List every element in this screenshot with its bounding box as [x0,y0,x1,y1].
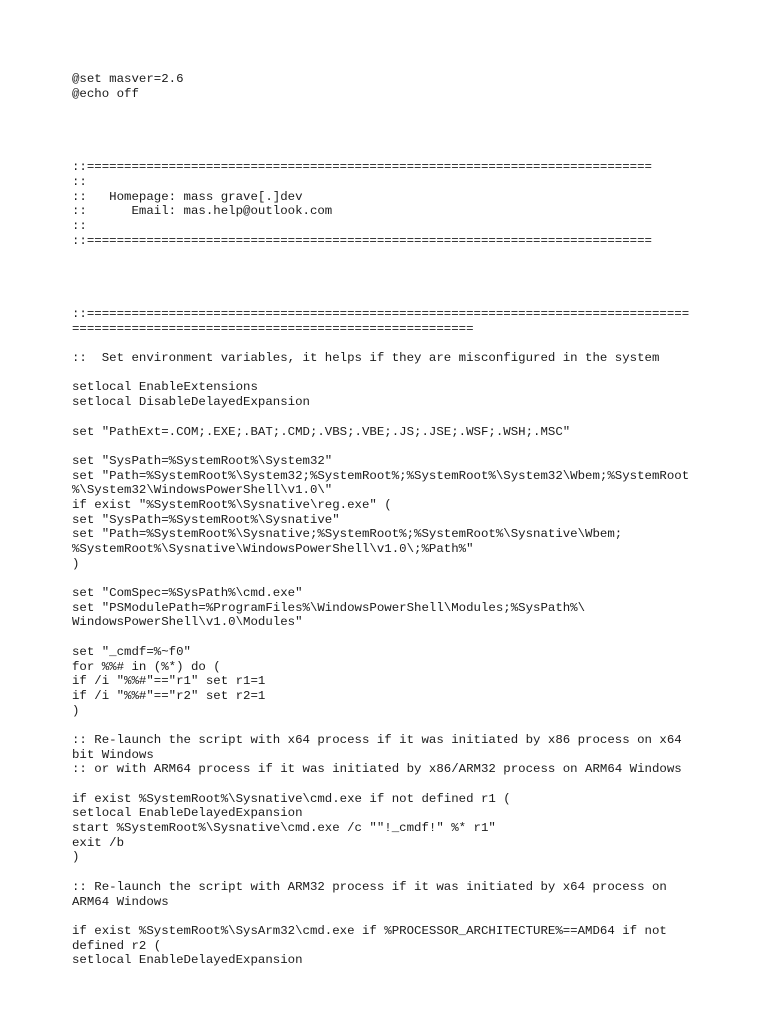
text-line: setlocal DisableDelayedExpansion [72,395,310,410]
document-page [72,72,712,968]
text-line: setlocal EnableExtensions [72,380,258,395]
text-line: set "_cmdf=%~f0" [72,644,191,659]
text-line: ::============================================================================ [72,160,652,175]
text-line: :: Email: mas.help@outlook.com [72,204,333,219]
text-line: @set masver=2.6 [72,72,184,86]
text-line: defined r2 ( [72,938,162,953]
blank-line [72,336,712,351]
blank-line [72,278,712,293]
text-line: set "Path=%SystemRoot%\System32;%SystemRoot%;%SystemRoot%\System32\Wbem;%SystemRoot [72,468,690,483]
text-line: :: [72,218,87,233]
text-line: ARM64 Windows [72,894,169,909]
text-line: ) [72,703,80,718]
blank-line [72,410,712,425]
blank-line [72,777,712,792]
blank-line [72,909,712,924]
text-line: setlocal EnableDelayedExpansion [72,953,303,968]
blank-line [72,145,712,160]
blank-line [72,718,712,733]
text-line: set "ComSpec=%SysPath%\cmd.exe" [72,586,303,601]
text-line: @echo off [72,86,139,101]
text-line: if /i "%%#"=="r2" set r2=1 [72,688,266,703]
text-line: :: Re-launch the script with ARM32 process if it was initiated by x64 process on [72,879,667,894]
text-line: :: or with ARM64 process if it was initiated by x86/ARM32 process on ARM64 Windows [72,762,682,777]
text-line: setlocal EnableDelayedExpansion [72,806,303,821]
blank-line [72,865,712,880]
blank-line [72,630,712,645]
text-line: start %SystemRoot%\Sysnative\cmd.exe /c ""!_cmdf!" %* r1" [72,821,496,836]
blank-line [72,116,712,131]
blank-line [72,366,712,381]
script-text-body [72,72,712,968]
text-line: ::================================================================================= [72,307,690,321]
blank-line [72,571,712,586]
text-line: ) [72,556,80,571]
text-line: for %%# in (%*) do ( [72,659,221,674]
text-line: if /i "%%#"=="r1" set r1=1 [72,674,266,689]
blank-line [72,248,712,263]
text-line: %\System32\WindowsPowerShell\v1.0\" [72,483,333,498]
blank-line [72,131,712,146]
text-line: WindowsPowerShell\v1.0\Modules" [72,615,303,630]
text-line: set "Path=%SystemRoot%\Sysnative;%SystemRoot%;%SystemRoot%\Sysnative\Wbem; [72,527,623,542]
text-line: :: [72,174,87,189]
text-line: :: Homepage: mass grave[.]dev [72,189,303,204]
text-line: %SystemRoot%\Sysnative\WindowsPowerShell\v1.0\;%Path%" [72,542,474,556]
text-line: set "PSModulePath=%ProgramFiles%\WindowsPowerShell\Modules;%SysPath%\ [72,600,586,615]
text-line: if exist %SystemRoot%\SysArm32\cmd.exe if %PROCESSOR_ARCHITECTURE%==AMD64 if not [72,923,667,938]
blank-line [72,101,712,116]
text-line: set "PathExt=.COM;.EXE;.BAT;.CMD;.VBS;.VBE;.JS;.JSE;.WSF;.WSH;.MSC" [72,424,571,439]
text-line: ====================================================== [72,321,474,336]
text-line: set "SysPath=%SystemRoot%\System32" [72,453,333,468]
text-line: set "SysPath=%SystemRoot%\Sysnative" [72,512,340,527]
text-line: exit /b [72,835,125,850]
blank-line [72,439,712,454]
text-line: bit Windows [72,747,154,762]
text-line: if exist %SystemRoot%\Sysnative\cmd.exe if not defined r1 ( [72,791,511,806]
text-line: :: Set environment variables, it helps if they are misconfigured in the system [72,351,660,366]
text-line: ::============================================================================ [72,233,652,248]
text-line: ) [72,850,80,865]
text-line: :: Re-launch the script with x64 process if it was initiated by x86 process on x64 [72,732,682,747]
blank-line [72,263,712,278]
text-line: if exist "%SystemRoot%\Sysnative\reg.exe" ( [72,497,392,512]
blank-line [72,292,712,307]
